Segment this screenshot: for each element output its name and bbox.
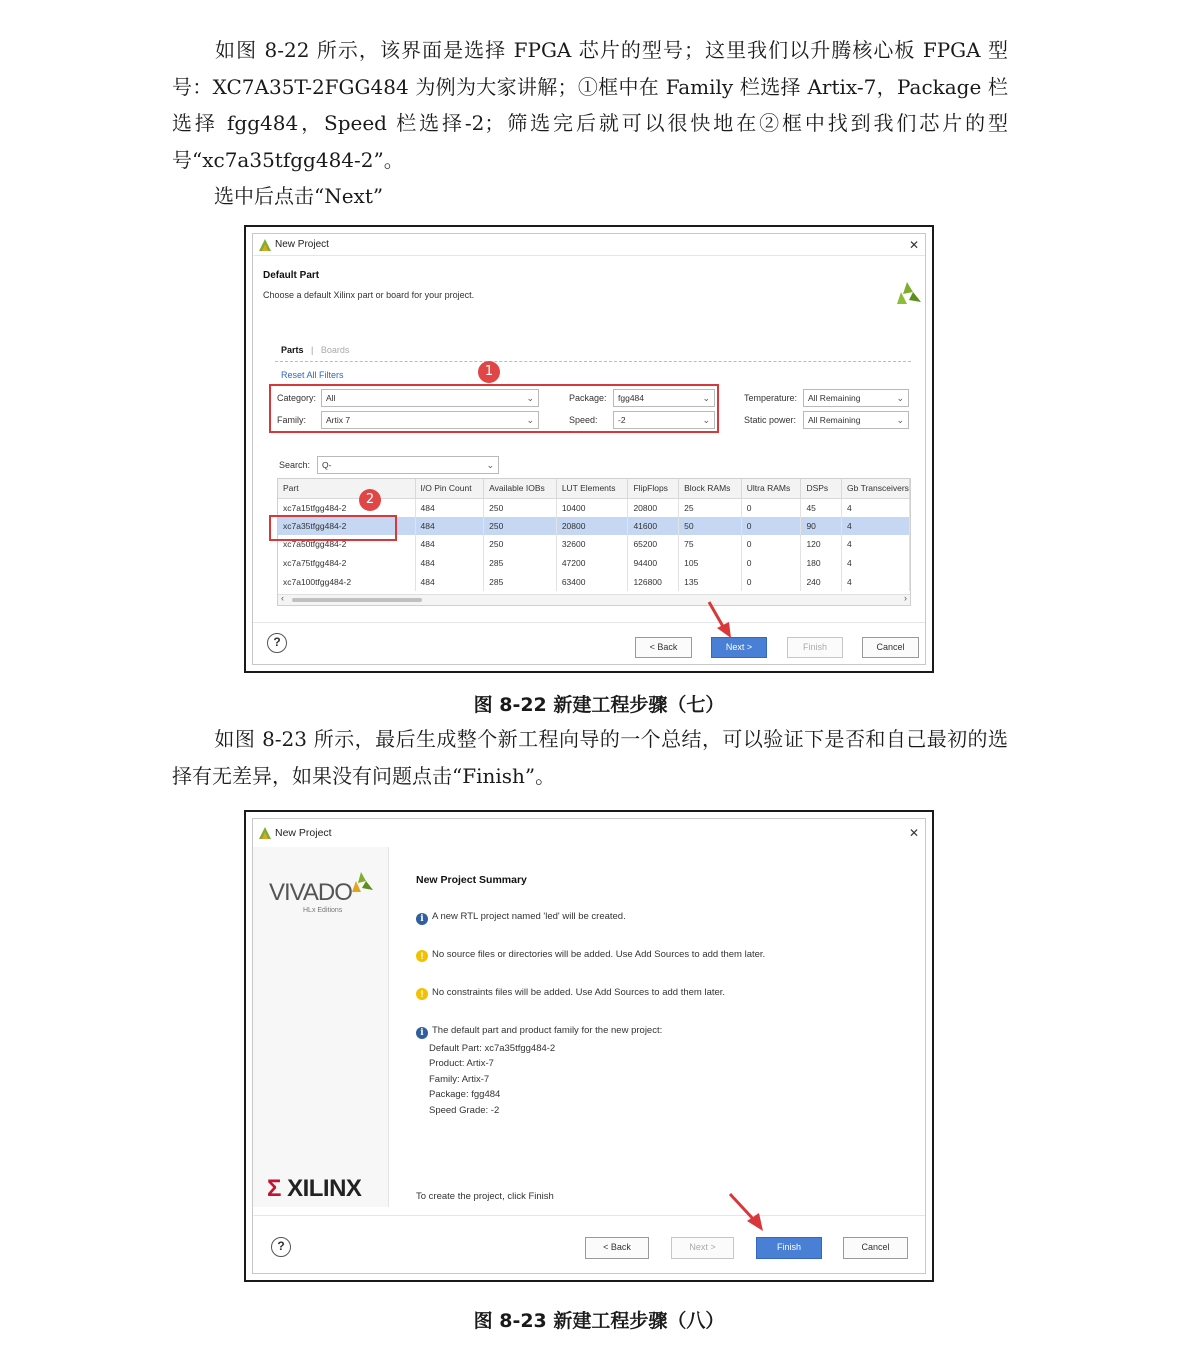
summary-paragraph	[172, 721, 1008, 794]
table-cell: 25	[679, 498, 742, 517]
page-heading: Default Part	[263, 270, 320, 281]
scroll-right-icon[interactable]: ›	[904, 593, 907, 603]
table-cell: 0	[741, 554, 801, 573]
next-instruction-text: 选中后点击“Next”	[214, 184, 384, 208]
annotation-badge-1: 1	[478, 361, 500, 383]
table-cell: 0	[741, 498, 801, 517]
table-cell: 65200	[628, 535, 679, 554]
footer-divider	[253, 1215, 925, 1216]
search-label: Search:	[279, 460, 311, 470]
table-cell: 75	[679, 535, 742, 554]
detail-family: Family: Artix-7	[429, 1073, 490, 1085]
horizontal-scrollbar[interactable]	[278, 594, 910, 605]
table-cell: 45	[801, 498, 842, 517]
table-cell: 105	[679, 554, 742, 573]
cancel-button[interactable]: Cancel	[843, 1237, 908, 1259]
chevron-down-icon: ⌄	[486, 460, 494, 470]
cancel-button[interactable]: Cancel	[862, 637, 919, 658]
tab-separator: |	[311, 345, 314, 355]
table-cell: 120	[801, 535, 842, 554]
footer-divider	[253, 622, 925, 623]
column-header[interactable]: DSPs	[801, 479, 842, 498]
table-cell: 4	[842, 554, 910, 573]
table-cell: 0	[741, 517, 801, 536]
table-cell: 90	[801, 517, 842, 536]
summary-footer-text: To create the project, click Finish	[416, 1191, 554, 1202]
next-instruction	[172, 178, 1008, 215]
dialog-title: New Project	[275, 827, 332, 839]
page-subheading: Choose a default Xilinx part or board for your project.	[263, 290, 475, 300]
next-button[interactable]: Next >	[671, 1237, 734, 1259]
table-cell: 20800	[556, 517, 628, 536]
table-cell: 484	[415, 554, 484, 573]
chevron-down-icon: ⌄	[896, 415, 904, 425]
help-icon[interactable]: ?	[271, 1237, 291, 1257]
branding-panel	[253, 847, 389, 1207]
vivado-edition-label: HLx Editions	[303, 907, 343, 914]
family-select[interactable]: Artix 7 ⌄	[321, 411, 539, 429]
info-icon: i	[416, 913, 428, 925]
vivado-app-icon	[259, 239, 271, 251]
table-cell: xc7a15tfgg484-2	[278, 498, 415, 517]
highlight-box-selected-part	[269, 515, 397, 541]
search-input[interactable]	[317, 456, 499, 474]
table-cell: 285	[484, 572, 557, 591]
table-cell: 63400	[556, 572, 628, 591]
column-header[interactable]: LUT Elements	[556, 479, 628, 498]
table-cell: 285	[484, 554, 557, 573]
annotation-badge-2: 2	[359, 489, 381, 511]
table-cell: 484	[415, 535, 484, 554]
close-icon[interactable]: ✕	[908, 238, 919, 252]
table-cell: 41600	[628, 517, 679, 536]
column-header[interactable]: Part	[278, 479, 415, 498]
figure-caption-8-22: 图 8-22 新建工程步骤（七）	[473, 694, 725, 716]
help-icon[interactable]: ?	[267, 633, 287, 653]
table-cell: 135	[679, 572, 742, 591]
table-cell: 4	[842, 517, 910, 536]
tab-boards[interactable]: Boards	[320, 345, 350, 355]
vivado-app-icon	[259, 827, 271, 839]
tab-parts[interactable]: Parts	[281, 345, 304, 355]
summary-line-default-part: i The default part and product family for the new project:	[416, 1025, 662, 1039]
finish-button[interactable]: Finish	[756, 1237, 822, 1259]
static-power-label: Static power:	[744, 415, 797, 425]
package-label: Package:	[569, 393, 607, 403]
table-cell: 4	[842, 535, 910, 554]
table-cell: 20800	[628, 498, 679, 517]
xilinx-logo-text: XILINX	[287, 1175, 362, 1202]
back-button[interactable]: < Back	[635, 637, 692, 658]
summary-heading: New Project Summary	[416, 874, 527, 886]
next-button[interactable]: Next >	[711, 637, 767, 658]
dialog-titlebar	[253, 234, 925, 256]
figure-caption-8-23: 图 8-23 新建工程步骤（八）	[473, 1310, 725, 1332]
table-cell: 50	[679, 517, 742, 536]
intro-paragraph	[172, 32, 1008, 178]
detail-default-part: Default Part: xc7a35tfgg484-2	[429, 1043, 556, 1054]
category-select[interactable]: All ⌄	[321, 389, 539, 407]
column-header[interactable]: FlipFlops	[628, 479, 679, 498]
table-cell: 484	[415, 498, 484, 517]
detail-package: Package: fgg484	[429, 1089, 501, 1101]
scrollbar-thumb[interactable]	[292, 598, 422, 602]
chevron-down-icon: ⌄	[896, 393, 904, 403]
family-label: Family:	[277, 415, 306, 425]
vivado-logo: VIVADO	[269, 879, 352, 906]
summary-line-constraints: ! No constraints files will be added. Use Add Sources to add them later.	[416, 987, 725, 1000]
detail-product: Product: Artix-7	[429, 1058, 494, 1070]
red-arrow-icon	[705, 600, 735, 640]
table-cell: xc7a75tfgg484-2	[278, 554, 415, 573]
table-cell: 32600	[556, 535, 628, 554]
table-cell: 484	[415, 572, 484, 591]
table-cell: 126800	[628, 572, 679, 591]
chevron-down-icon: ⌄	[702, 415, 710, 425]
table-cell: 250	[484, 535, 557, 554]
table-row[interactable]	[278, 572, 910, 591]
scroll-left-icon[interactable]: ‹	[281, 593, 284, 603]
table-cell: 4	[842, 572, 910, 591]
column-header[interactable]: I/O Pin Count	[415, 479, 484, 498]
table-cell: xc7a100tfgg484-2	[278, 572, 415, 591]
reset-filters-link[interactable]: Reset All Filters	[281, 370, 344, 380]
speed-select[interactable]: -2 ⌄	[613, 411, 715, 429]
table-cell: 47200	[556, 554, 628, 573]
highlight-box-filters	[269, 384, 719, 433]
table-cell: xc7a50tfgg484-2	[278, 535, 415, 554]
detail-speed-grade: Speed Grade: -2	[429, 1104, 500, 1116]
chevron-down-icon: ⌄	[526, 415, 534, 425]
table-cell: 4	[842, 498, 910, 517]
close-icon[interactable]: ✕	[908, 826, 919, 840]
tab-divider	[275, 361, 911, 362]
table-cell: 180	[801, 554, 842, 573]
table-cell: 10400	[556, 498, 628, 517]
package-select[interactable]: fgg484 ⌄	[613, 389, 715, 407]
table-cell: 0	[741, 535, 801, 554]
table-cell: 240	[801, 572, 842, 591]
red-arrow-icon	[727, 1191, 767, 1233]
figure-8-23	[244, 810, 934, 1282]
search-icon: Q-	[322, 460, 332, 470]
column-header[interactable]: Gb Transceivers	[842, 479, 910, 498]
chevron-down-icon: ⌄	[702, 393, 710, 403]
table-cell: 0	[741, 572, 801, 591]
category-label: Category:	[277, 393, 317, 403]
summary-text: 如图 8-23 所示，最后生成整个新工程向导的一个总结，可以验证下是否和自己最初的选择有无差异，如果没有问题点击“Finish”。	[172, 727, 1008, 788]
dialog-title: New Project	[275, 239, 329, 250]
figure-8-22	[244, 225, 934, 673]
back-button[interactable]: < Back	[585, 1237, 649, 1259]
static-power-select[interactable]: All Remaining ⌄	[803, 411, 909, 429]
summary-line-sources: ! No source files or directories will be added. Use Add Sources to add them later.	[416, 949, 765, 962]
table-cell: 250	[484, 498, 557, 517]
warning-icon: !	[416, 988, 428, 1000]
finish-button[interactable]: Finish	[787, 637, 843, 658]
default-part-details	[429, 1041, 555, 1118]
new-project-dialog-default-part	[252, 233, 926, 665]
chevron-down-icon: ⌄	[526, 393, 534, 403]
speed-label: Speed:	[569, 415, 598, 425]
new-project-dialog-summary	[252, 818, 926, 1274]
temperature-label: Temperature:	[744, 393, 798, 403]
intro-text: 如图 8-22 所示，该界面是选择 FPGA 芯片的型号；这里我们以升腾核心板 FPGA 型号：XC7A35T-2FGG484 为例为大家讲解；①框中在 Family 栏选择 Artix-7，Package 栏选择 fgg484，Speed 栏选择-2；筛选完后就可以很快地在②框中找到我们芯片的型号“xc7a35tfgg484-2”。	[172, 38, 1008, 172]
table-cell: xc7a35tfgg484-2	[278, 517, 415, 536]
warning-icon: !	[416, 950, 428, 962]
info-icon: i	[416, 1027, 428, 1039]
vivado-leaf-icon	[351, 871, 373, 893]
table-cell: 250	[484, 517, 557, 536]
xilinx-logo: Σ XILINX	[267, 1175, 362, 1202]
tab-bar	[281, 345, 349, 355]
temperature-select[interactable]: All Remaining ⌄	[803, 389, 909, 407]
dialog-titlebar	[253, 819, 925, 847]
summary-line-rtl: i A new RTL project named 'led' will be created.	[416, 911, 626, 925]
column-header[interactable]: Available IOBs	[484, 479, 557, 498]
vivado-leaf-icon	[895, 280, 921, 306]
column-header[interactable]: Block RAMs	[679, 479, 742, 498]
column-header[interactable]: Ultra RAMs	[741, 479, 801, 498]
table-cell: 484	[415, 517, 484, 536]
table-row[interactable]	[278, 554, 910, 573]
table-cell: 94400	[628, 554, 679, 573]
